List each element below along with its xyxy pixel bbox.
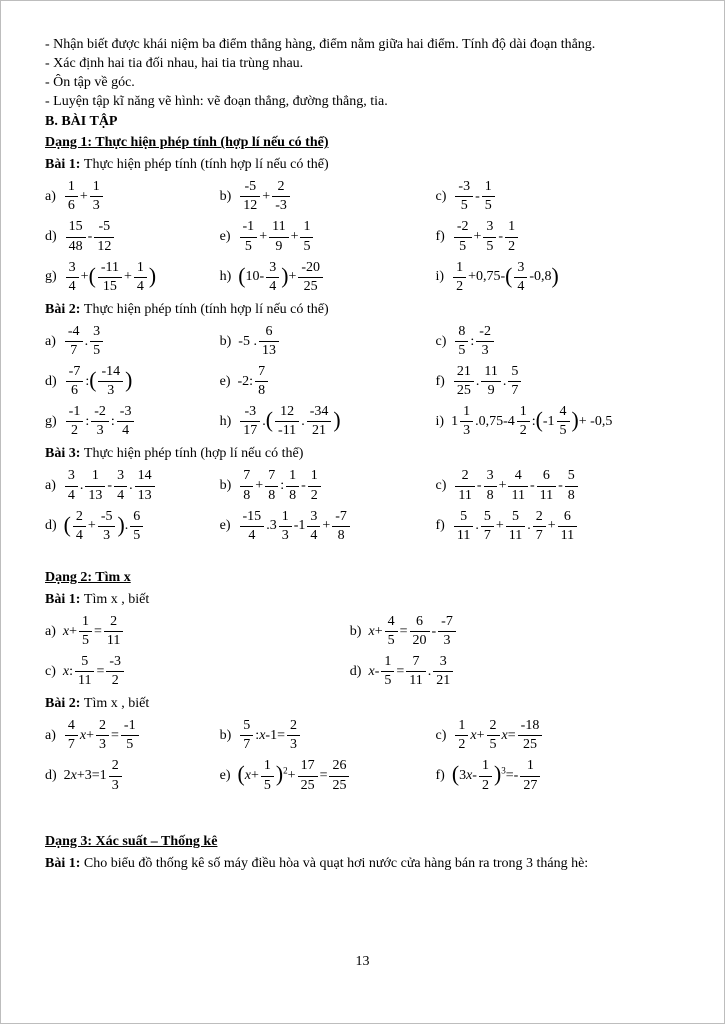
math-expression: $\frac{5}{11}$ . $\frac{5}{7}$ + $\frac{5}{11}$ . $\frac{2}{7}$ + $\frac{6}{11}$	[452, 518, 579, 533]
fraction: $\frac{-7}{6}$	[66, 364, 84, 399]
expression-row	[45, 509, 680, 544]
expression	[436, 179, 680, 214]
fraction: $\frac{14}{13}$	[135, 468, 155, 503]
fraction: $\frac{5}{11}$	[454, 509, 473, 544]
exercise-label: Bài 1:	[45, 855, 84, 871]
expression-label: e)	[219, 373, 231, 389]
fraction: $\frac{3}{8}$	[484, 468, 497, 503]
section-title: Dạng 3: Xác suất – Thống kê	[45, 833, 218, 849]
fraction: $\frac{-15}{4}$	[240, 509, 265, 544]
fraction: $\frac{1}{3}$	[90, 179, 103, 214]
fraction: $\frac{2}{-3}$	[272, 179, 290, 214]
fraction: $\frac{1}{5}$	[79, 614, 92, 649]
math-expression: x+ $\frac{1}{5}$ = $\frac{2}{11}$	[63, 624, 126, 639]
fraction: $\frac{-11}{15}$	[98, 260, 122, 295]
fraction: $\frac{2}{5}$	[487, 718, 500, 753]
expression-label: e)	[219, 768, 231, 784]
expression	[45, 654, 350, 689]
expression	[220, 324, 436, 359]
expression-label: b)	[219, 478, 232, 494]
fraction: $\frac{-20}{25}$	[298, 260, 323, 295]
math-expression: $\frac{-15}{4}$ .3 $\frac{1}{3}$ -1 $\frac{3}{4}$ + $\frac{-7}{8}$	[238, 518, 352, 533]
expression-label: a)	[45, 478, 56, 494]
fraction: $\frac{2}{3}$	[96, 718, 109, 753]
exercise-label: Bài 1:	[45, 591, 84, 607]
fraction: $\frac{21}{25}$	[454, 364, 474, 399]
fraction: $\frac{8}{5}$	[455, 324, 468, 359]
math-expression: $\frac{21}{25}$ . $\frac{11}{9}$ . $\frac{5}{7}$	[452, 374, 523, 389]
expression	[220, 758, 436, 793]
expression-label: c)	[435, 333, 447, 349]
fraction: $\frac{-2}{5}$	[454, 219, 472, 254]
math-expression: $\frac{3}{4}$ +( $\frac{-11}{15}$ + $\frac{1}{4}$ )	[64, 269, 156, 284]
math-expression: ( $\frac{2}{4}$ + $\frac{-5}{3}$ ). $\frac{6}{5}$	[64, 518, 146, 533]
expression-label: d)	[45, 518, 57, 534]
sections-container	[45, 133, 680, 873]
expression-label: d)	[45, 373, 57, 389]
fraction: $\frac{1}{2}$	[479, 758, 492, 793]
math-expression: $\frac{-3}{17}$ .( $\frac{12}{-11}$ . $\frac{-34}{21}$ )	[238, 414, 340, 429]
expression-label: e)	[219, 229, 231, 245]
fraction: $\frac{-3}{4}$	[117, 404, 135, 439]
expression	[220, 179, 436, 214]
expression	[45, 324, 220, 359]
fraction: $\frac{1}{5}$	[300, 219, 313, 254]
fraction: $\frac{-7}{8}$	[332, 509, 350, 544]
fraction: $\frac{3}{4}$	[114, 468, 127, 503]
expression-label: e)	[219, 518, 231, 534]
exercise-heading: Bài 2: Thực hiện phép tính (tính hợp lí nếu có thể)	[45, 301, 329, 317]
expression-label: g)	[45, 269, 57, 285]
fraction: $\frac{1}{4}$	[134, 260, 147, 295]
fraction: $\frac{2}{4}$	[73, 509, 86, 544]
fraction: $\frac{3}{4}$	[266, 260, 279, 295]
expression-row	[45, 758, 680, 793]
fraction: $\frac{1}{2}$	[505, 219, 518, 254]
expression	[436, 364, 680, 399]
fraction: $\frac{7}{8}$	[265, 468, 278, 503]
math-expression: 2x+3=1 $\frac{2}{3}$	[64, 768, 124, 783]
expression-label: d)	[349, 663, 362, 679]
expression-label: f)	[435, 768, 445, 784]
exponent: 2	[283, 765, 288, 776]
fraction: $\frac{26}{25}$	[329, 758, 349, 793]
fraction: $\frac{-2}{3}$	[476, 324, 494, 359]
exercise-heading: Bài 1: Thực hiện phép tính (tính hợp lí nếu có thể)	[45, 157, 329, 173]
fraction: $\frac{-3}{5}$	[455, 179, 473, 214]
fraction: $\frac{6}{13}$	[259, 324, 279, 359]
exercise-heading: Bài 2: Tìm x , biết	[45, 696, 150, 712]
fraction: $\frac{1}{5}$	[381, 654, 394, 689]
expression-label: c)	[435, 728, 447, 744]
expression-label: c)	[435, 478, 447, 494]
exercise-heading: Bài 1: Cho biểu đồ thống kê số máy điều hòa và quạt hơi nước cửa hàng bán ra trong 3 tháng hè:	[45, 855, 589, 871]
math-expression: (x+ $\frac{1}{5}$ )$^2$+ $\frac{17}{25}$ = $\frac{26}{25}$	[238, 768, 352, 783]
fraction: $\frac{2}{7}$	[533, 509, 546, 544]
math-expression: (3x- $\frac{1}{2}$ )$^3$=- $\frac{1}{27}$	[452, 768, 542, 783]
expression-label: b)	[219, 189, 232, 205]
expression	[436, 219, 680, 254]
math-expression: $\frac{5}{7}$ :x-1= $\frac{2}{3}$	[238, 728, 302, 743]
fraction: $\frac{-5}{3}$	[98, 509, 116, 544]
fraction: $\frac{5}{8}$	[565, 468, 578, 503]
expression-label: c)	[435, 189, 447, 205]
expression	[45, 179, 220, 214]
fraction: $\frac{4}{5}$	[385, 614, 398, 649]
expression	[45, 364, 220, 399]
fraction: $\frac{-14}{3}$	[98, 364, 123, 399]
expression-label: f)	[435, 373, 445, 389]
fraction: $\frac{1}{27}$	[520, 758, 540, 793]
math-expression: x: $\frac{5}{11}$ = $\frac{-3}{2}$	[63, 664, 126, 679]
math-expression: -2: $\frac{7}{8}$	[238, 374, 271, 389]
expression	[45, 509, 220, 544]
math-expression: $\frac{1}{6}$ + $\frac{1}{3}$	[63, 189, 105, 204]
fraction: $\frac{-34}{21}$	[307, 404, 332, 439]
fraction: $\frac{1}{2}$	[308, 468, 321, 503]
exponent: 3	[501, 765, 506, 776]
math-expression: $\frac{-1}{5}$ + $\frac{11}{9}$ + $\frac{1}{5}$	[238, 229, 316, 244]
intro-line: - Nhận biết được khái niệm ba điểm thẳng hàng, điểm nằm giữa hai điểm. Tính độ dài đoạn thẳng.	[45, 37, 596, 52]
expression-row	[45, 260, 680, 295]
exercise-heading: Bài 3: Thực hiện phép tính (hợp lí nếu có thể)	[45, 446, 304, 462]
fraction: $\frac{4}{11}$	[508, 468, 527, 503]
expression-label: a)	[45, 189, 56, 205]
expression	[220, 468, 436, 503]
fraction: $\frac{7}{8}$	[240, 468, 253, 503]
fraction: $\frac{-4}{7}$	[65, 324, 83, 359]
math-expression: $\frac{-5}{12}$ + $\frac{2}{-3}$	[238, 189, 292, 204]
fraction: $\frac{4}{7}$	[65, 718, 78, 753]
fraction: $\frac{12}{-11}$	[275, 404, 299, 439]
expression	[350, 654, 680, 689]
math-expression: $\frac{3}{4}$ . $\frac{1}{13}$ - $\frac{3}{4}$ . $\frac{14}{13}$	[63, 478, 157, 493]
fraction: $\frac{3}{4}$	[307, 509, 320, 544]
exercise-heading: Bài 1: Tìm x , biết	[45, 591, 150, 607]
fraction: $\frac{1}{2}$	[517, 404, 530, 439]
fraction: $\frac{-7}{3}$	[438, 614, 456, 649]
expression-label: f)	[435, 518, 445, 534]
expression	[45, 404, 220, 439]
fraction: $\frac{1}{5}$	[261, 758, 274, 793]
expression	[220, 219, 436, 254]
expression-row	[45, 219, 680, 254]
expression-row	[45, 468, 680, 503]
fraction: $\frac{5}{7}$	[481, 509, 494, 544]
fraction: $\frac{2}{11}$	[455, 468, 474, 503]
exercise-label: Bài 2:	[45, 301, 84, 317]
fraction: $\frac{1}{2}$	[455, 718, 468, 753]
expression	[436, 758, 680, 793]
math-expression: -5 . $\frac{6}{13}$	[238, 334, 281, 349]
expression-label: b)	[219, 728, 232, 744]
intro-line: - Xác định hai tia đối nhau, hai tia trùng nhau.	[45, 56, 304, 72]
expression-label: d)	[45, 768, 57, 784]
expression-label: a)	[45, 728, 56, 744]
fraction: $\frac{5}{11}$	[75, 654, 94, 689]
fraction: $\frac{1}{5}$	[482, 179, 495, 214]
expression	[45, 758, 220, 793]
fraction: $\frac{6}{11}$	[537, 468, 556, 503]
expression-row	[45, 324, 680, 359]
fraction: $\frac{17}{25}$	[298, 758, 318, 793]
fraction: $\frac{5}{11}$	[506, 509, 525, 544]
fraction: $\frac{5}{7}$	[508, 364, 521, 399]
math-expression: $\frac{15}{48}$ - $\frac{-5}{12}$	[64, 229, 117, 244]
math-expression: (10- $\frac{3}{4}$ )+ $\frac{-20}{25}$	[238, 269, 325, 284]
fraction: $\frac{7}{8}$	[255, 364, 268, 399]
expression-label: b)	[349, 623, 362, 639]
expression	[436, 260, 680, 295]
expression-row	[45, 404, 680, 439]
math-expression: x- $\frac{1}{5}$ = $\frac{7}{11}$ . $\frac{3}{21}$	[368, 664, 455, 679]
expression-label: h)	[219, 269, 232, 285]
fraction: $\frac{2}{3}$	[109, 758, 122, 793]
fraction: $\frac{-5}{12}$	[240, 179, 260, 214]
fraction: $\frac{6}{11}$	[558, 509, 577, 544]
expression	[436, 324, 680, 359]
section-title: Dạng 1: Thực hiện phép tính (hợp lí nếu có thể)	[45, 135, 329, 151]
expression-row	[45, 614, 680, 649]
fraction: $\frac{1}{6}$	[65, 179, 78, 214]
expression-label: d)	[45, 229, 57, 245]
expression-label: g)	[45, 414, 57, 429]
fraction: $\frac{1}{13}$	[85, 468, 105, 503]
expression	[45, 614, 350, 649]
fraction: $\frac{7}{11}$	[406, 654, 425, 689]
fraction: $\frac{-3}{2}$	[106, 654, 124, 689]
fraction: $\frac{6}{5}$	[130, 509, 143, 544]
math-expression: $\frac{2}{11}$ - $\frac{3}{8}$ + $\frac{4}{11}$ - $\frac{6}{11}$ - $\frac{5}{8}$	[453, 478, 579, 493]
expression-label: a)	[45, 333, 56, 349]
expression-label: h)	[219, 414, 232, 429]
math-expression: $\frac{-2}{5}$ + $\frac{3}{5}$ - $\frac{1}{2}$	[452, 229, 520, 244]
section-title: Dạng 2: Tìm x	[45, 569, 131, 585]
expression	[45, 260, 220, 295]
expression	[436, 468, 680, 503]
expression-label: c)	[45, 663, 56, 679]
fraction: $\frac{3}{4}$	[66, 260, 79, 295]
math-expression: $\frac{4}{7}$ x+ $\frac{2}{3}$ = $\frac{-1}{5}$	[63, 728, 141, 743]
fraction: $\frac{1}{3}$	[460, 404, 473, 439]
expression	[220, 260, 436, 295]
exercise-label: Bài 2:	[45, 696, 84, 712]
exercise-label: Bài 1:	[45, 157, 84, 173]
expression	[436, 718, 680, 753]
math-expression: $\frac{-7}{6}$ :( $\frac{-14}{3}$ )	[64, 374, 133, 389]
math-expression: $\frac{7}{8}$ + $\frac{7}{8}$ : $\frac{1}{8}$ - $\frac{1}{2}$	[238, 478, 322, 493]
math-expression: $\frac{-1}{2}$ : $\frac{-2}{3}$ : $\frac{-3}{4}$	[64, 414, 137, 429]
expression	[220, 404, 436, 439]
math-expression: $\frac{1}{2}$ x+ $\frac{2}{5}$ x= $\frac{-18}{25}$	[453, 728, 544, 743]
fraction: $\frac{-1}{2}$	[66, 404, 84, 439]
expression-label: a)	[45, 623, 56, 639]
fraction: $\frac{1}{3}$	[279, 509, 292, 544]
expression-row	[45, 718, 680, 753]
intro-line: - Luyện tập kĩ năng vẽ hình: vẽ đoạn thẳng, đường thẳng, tia.	[45, 94, 388, 110]
expression	[436, 509, 680, 544]
fraction: $\frac{-5}{12}$	[94, 219, 114, 254]
page-number: 13	[355, 953, 370, 969]
expression	[220, 509, 436, 544]
math-expression: x+ $\frac{4}{5}$ = $\frac{6}{20}$ - $\frac{-7}{3}$	[368, 624, 457, 639]
math-expression: $\frac{-3}{5}$ - $\frac{1}{5}$	[453, 189, 496, 204]
expression	[436, 404, 680, 439]
expression-row	[45, 179, 680, 214]
fraction: $\frac{5}{7}$	[240, 718, 253, 753]
expression-label: f)	[435, 229, 445, 245]
fraction: $\frac{-1}{5}$	[240, 219, 258, 254]
expression	[45, 219, 220, 254]
fraction: $\frac{4}{5}$	[557, 404, 570, 439]
expression-row	[45, 654, 680, 689]
fraction: $\frac{11}{9}$	[481, 364, 500, 399]
fraction: $\frac{3}{4}$	[65, 468, 78, 503]
fraction: $\frac{3}{5}$	[483, 219, 496, 254]
fraction: $\frac{11}{9}$	[269, 219, 288, 254]
math-expression: 1 $\frac{1}{3}$ .0,75-4 $\frac{1}{2}$ :(-1 $\frac{4}{5}$ )+ -0,5	[451, 404, 613, 439]
expression	[45, 468, 220, 503]
expression	[220, 364, 436, 399]
fraction: $\frac{1}{8}$	[286, 468, 299, 503]
math-expression: $\frac{1}{2}$ +0,75-( $\frac{3}{4}$ -0,8)	[451, 269, 559, 284]
fraction: $\frac{3}{21}$	[433, 654, 453, 689]
expression	[220, 718, 436, 753]
expression	[45, 718, 220, 753]
expression	[350, 614, 680, 649]
fraction: $\frac{-1}{5}$	[121, 718, 139, 753]
fraction: $\frac{15}{48}$	[66, 219, 86, 254]
expression-label: b)	[219, 333, 232, 349]
fraction: $\frac{2}{3}$	[287, 718, 300, 753]
intro-list	[45, 35, 680, 111]
expression-label: i)	[435, 414, 445, 429]
fraction: $\frac{1}{2}$	[453, 260, 466, 295]
math-expression: $\frac{8}{5}$ : $\frac{-2}{3}$	[453, 334, 496, 349]
fraction: $\frac{3}{5}$	[90, 324, 103, 359]
expression-row	[45, 364, 680, 399]
fraction: $\frac{2}{11}$	[104, 614, 123, 649]
expression-label: i)	[435, 269, 445, 285]
fraction: $\frac{-18}{25}$	[518, 718, 543, 753]
fraction: $\frac{-2}{3}$	[91, 404, 109, 439]
fraction: $\frac{6}{20}$	[410, 614, 430, 649]
fraction: $\frac{-3}{17}$	[240, 404, 260, 439]
exercise-label: Bài 3:	[45, 446, 84, 462]
section-b-title: B. BÀI TẬP	[45, 114, 118, 130]
intro-line: - Ôn tập về góc.	[45, 75, 135, 91]
fraction: $\frac{3}{4}$	[514, 260, 527, 295]
math-expression: $\frac{-4}{7}$ . $\frac{3}{5}$	[63, 334, 105, 349]
